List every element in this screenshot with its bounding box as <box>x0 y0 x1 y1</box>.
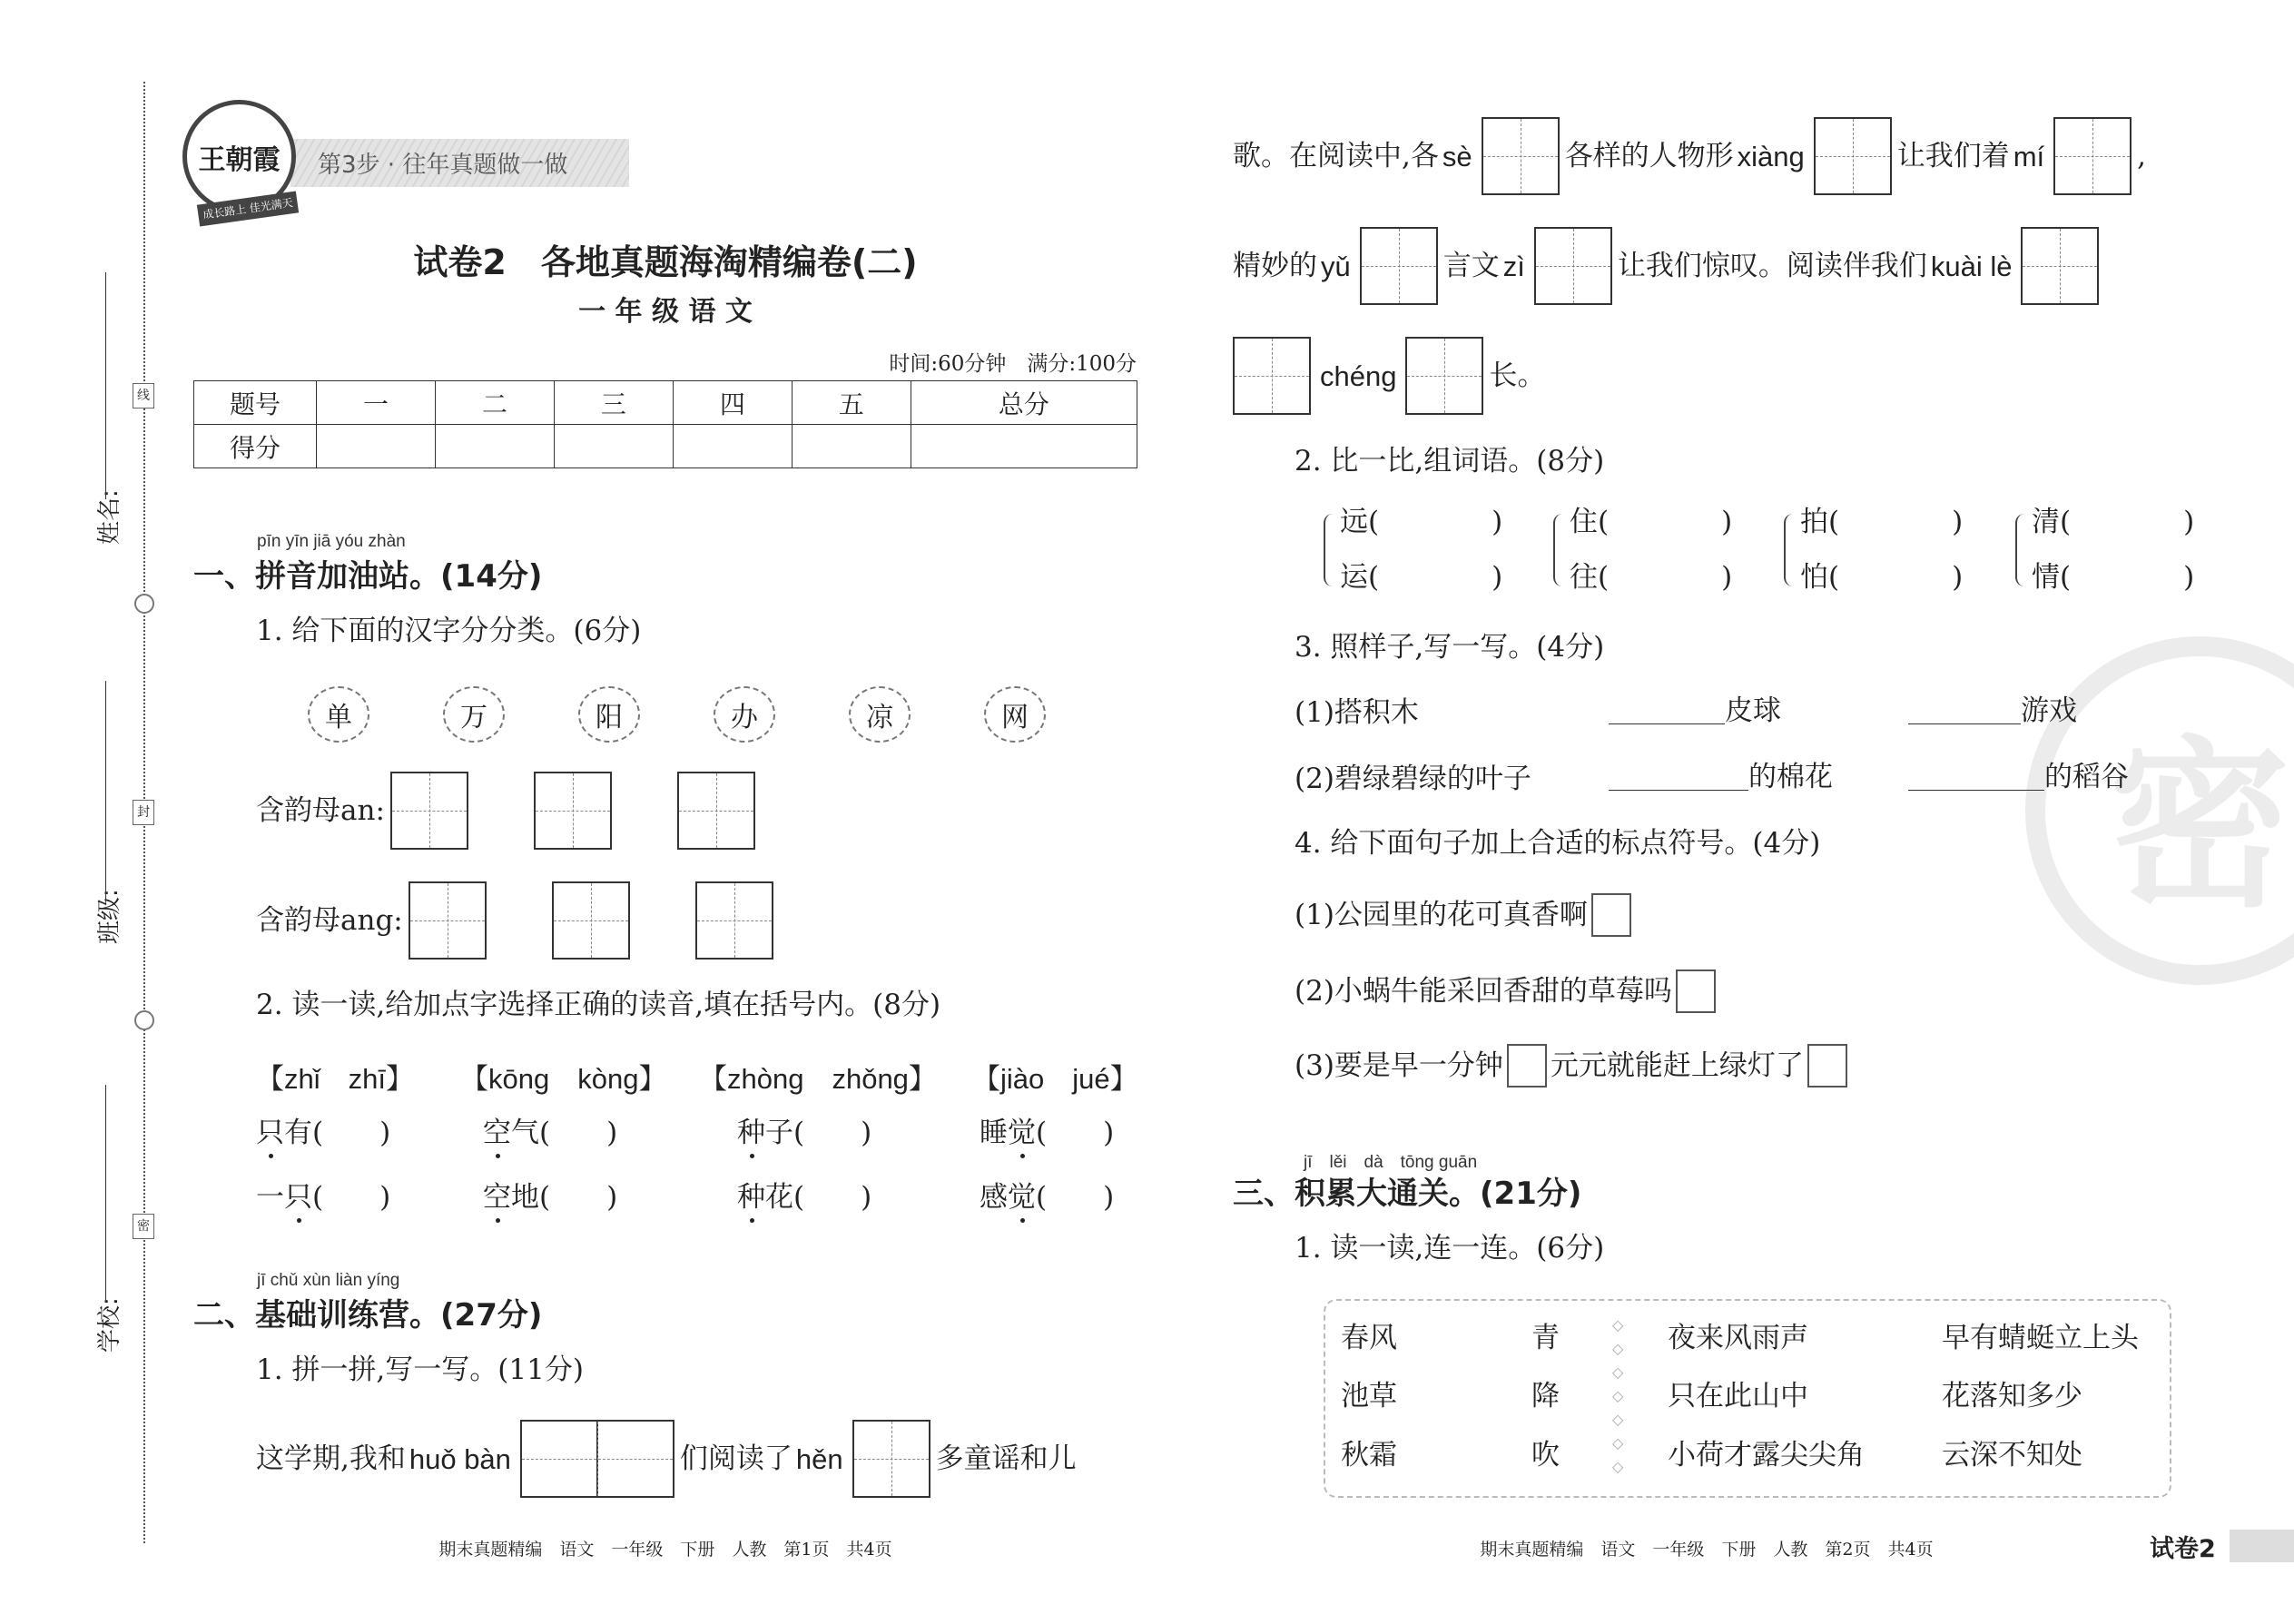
match-item[interactable]: 小荷才露尖尖角 <box>1668 1439 1865 1471</box>
char-circle: 阳 <box>578 686 640 743</box>
question: 3. 照样子,写一写。(4分) <box>1295 631 1605 664</box>
question: 1. 给下面的汉字分分类。(6分) <box>256 615 642 647</box>
name-field-label: 姓名: <box>96 489 123 545</box>
word-item: 睡觉( ) <box>980 1117 1115 1149</box>
section-heading: 一、拼音加油站。(14分) <box>193 558 543 595</box>
pinyin-annotation: pīn yīn jiā yóu zhàn <box>257 532 406 551</box>
diamond-icon: ◇ <box>1612 1363 1624 1381</box>
seal-tag: 封 <box>133 800 154 825</box>
writing-box[interactable] <box>1360 227 1438 305</box>
punct-row: (2)小蜗牛能采回香甜的草莓吗 <box>1295 969 1719 1013</box>
blank[interactable] <box>1908 698 2021 724</box>
match-item[interactable]: 青 <box>1531 1322 1560 1354</box>
footer-right: 期末真题精编 语文 一年级 下册 人教 第2页 共4页 <box>1480 1540 1934 1560</box>
writing-box[interactable] <box>1534 227 1612 305</box>
writing-box[interactable] <box>520 1420 674 1498</box>
fill-line: chéng 长。 <box>1227 337 1545 415</box>
fill-line: 这学期,我和 huǒ bàn 们阅读了 hěn 多童谣和儿 <box>256 1420 1077 1498</box>
match-item[interactable]: 只在此山中 <box>1668 1380 1808 1412</box>
diamond-icon: ◇ <box>1612 1387 1624 1404</box>
word-item: 空气( ) <box>483 1117 618 1149</box>
word-item: 一只( ) <box>256 1181 391 1214</box>
writing-box[interactable] <box>1405 337 1483 415</box>
section-heading: 三、积累大通关。(21分) <box>1233 1176 1582 1212</box>
question: 1. 拼一拼,写一写。(11分) <box>256 1353 584 1386</box>
ang-row <box>256 881 779 960</box>
punct-box[interactable] <box>1507 1044 1547 1088</box>
match-item[interactable]: 池草 <box>1341 1380 1397 1412</box>
watermark: 密 <box>2025 636 2294 985</box>
writing-box[interactable] <box>695 881 773 960</box>
table-row <box>194 381 1137 425</box>
word-item: 种子( ) <box>737 1117 872 1149</box>
example: (2)碧绿碧绿的叶子 <box>1295 763 1531 795</box>
word-pair: 住( ) 往( ) <box>1553 508 1732 592</box>
section-heading: 二、基础训练营。(27分) <box>193 1297 543 1334</box>
char-circle: 万 <box>443 686 505 743</box>
word-item: 种花( ) <box>737 1181 872 1214</box>
score-cell[interactable] <box>911 425 1137 468</box>
school-field-label: 学校: <box>96 1297 123 1353</box>
seal-tag: 线 <box>133 383 154 408</box>
writing-box[interactable] <box>852 1420 930 1498</box>
scissors-icon <box>134 594 154 614</box>
footer-left: 期末真题精编 语文 一年级 下册 人教 第1页 共4页 <box>438 1540 892 1560</box>
example: (1)搭积木 <box>1295 696 1419 729</box>
table-header: 总分 <box>911 381 1137 425</box>
fill-line: 精妙的 yǔ 言文 zì 让我们惊叹。阅读伴我们 kuài lè <box>1233 227 2104 305</box>
word-pair: 远( ) 运( ) <box>1324 508 1502 592</box>
table-header: 三 <box>554 381 673 425</box>
writing-box[interactable] <box>1482 117 1560 195</box>
blank-row: 的稻谷 <box>1908 763 2129 792</box>
label: 含韵母an: <box>256 793 385 827</box>
char-circles <box>308 686 1046 743</box>
char-circle: 单 <box>308 686 369 743</box>
diamond-icon: ◇ <box>1612 1458 1624 1475</box>
pinyin-annotation: jī chǔ xùn liàn yíng <box>257 1271 400 1290</box>
blank[interactable] <box>1609 698 1725 724</box>
blank[interactable] <box>1908 764 2044 791</box>
class-field[interactable] <box>105 681 106 899</box>
blank-row: 的棉花 <box>1609 763 1833 792</box>
fill-line: 歌。在阅读中,各 sè 各样的人物形 xiàng 让我们着 mí , <box>1233 117 2146 195</box>
label: 含韵母ang: <box>256 903 403 937</box>
char-circle: 凉 <box>849 686 911 743</box>
diamond-icon: ◇ <box>1612 1316 1624 1334</box>
row-label: 得分 <box>194 425 317 468</box>
writing-box[interactable] <box>2021 227 2099 305</box>
score-cell[interactable] <box>792 425 911 468</box>
logo: 王朝霞 <box>182 100 296 213</box>
word-pair: 清( ) 情( ) <box>2015 508 2194 592</box>
match-item[interactable]: 云深不知处 <box>1942 1439 2082 1471</box>
diamond-icon: ◇ <box>1612 1434 1624 1452</box>
writing-box[interactable] <box>534 772 612 850</box>
punct-box[interactable] <box>1591 893 1631 937</box>
table-header: 一 <box>317 381 436 425</box>
writing-box[interactable] <box>552 881 630 960</box>
question: 1. 读一读,连一连。(6分) <box>1295 1232 1605 1265</box>
word-item: 感觉( ) <box>980 1181 1115 1214</box>
class-field-label: 班级: <box>96 889 123 944</box>
writing-box[interactable] <box>1814 117 1892 195</box>
blank[interactable] <box>1609 764 1748 791</box>
score-cell[interactable] <box>436 425 555 468</box>
pinyin-annotation: jī lěi dà tōng guān <box>1304 1153 1478 1172</box>
page-title: 试卷2 各地真题海淘精编卷(二) <box>413 242 918 282</box>
blank-row: 游戏 <box>1908 697 2077 725</box>
table-header: 五 <box>792 381 911 425</box>
match-item[interactable]: 花落知多少 <box>1942 1380 2082 1412</box>
score-cell[interactable] <box>554 425 673 468</box>
word-item: 只有( ) <box>256 1117 391 1149</box>
scissors-icon <box>134 1010 154 1030</box>
option: 【kōng kòng】 <box>460 1063 667 1095</box>
banner: 第3步 · 往年真题做一做 <box>290 139 629 187</box>
punct-row: (1)公园里的花可真香啊 <box>1295 893 1635 937</box>
option: 【zhǐ zhī】 <box>256 1063 414 1095</box>
question: 4. 给下面句子加上合适的标点符号。(4分) <box>1295 827 1821 860</box>
question: 2. 读一读,给加点字选择正确的读音,填在括号内。(8分) <box>256 989 941 1021</box>
word-item: 空地( ) <box>483 1181 618 1214</box>
match-item[interactable]: 夜来风雨声 <box>1668 1322 1808 1354</box>
option: 【zhòng zhǒng】 <box>699 1063 937 1095</box>
writing-box[interactable] <box>2053 117 2132 195</box>
seal-tag: 密 <box>133 1214 154 1239</box>
punct-box[interactable] <box>1676 969 1716 1013</box>
punct-box[interactable] <box>1807 1044 1847 1088</box>
match-item[interactable]: 早有蜻蜓立上头 <box>1942 1322 2139 1354</box>
writing-box[interactable] <box>1233 337 1311 415</box>
option: 【jiào jué】 <box>972 1063 1138 1095</box>
time-info: 时间:60分钟 满分:100分 <box>889 352 1137 376</box>
diamond-column <box>1612 1318 1623 1474</box>
match-item[interactable]: 吹 <box>1531 1439 1560 1471</box>
logo-ribbon: 成长路上 佳光满天 <box>197 191 299 226</box>
score-cell[interactable] <box>673 425 792 468</box>
an-row <box>256 772 761 850</box>
word-pair: 拍( ) 怕( ) <box>1784 508 1963 592</box>
score-cell[interactable] <box>317 425 436 468</box>
paper-badge: 试卷2 <box>2112 1530 2294 1562</box>
match-item[interactable]: 春风 <box>1341 1322 1397 1354</box>
blank-row: 皮球 <box>1609 697 1781 725</box>
writing-box[interactable] <box>677 772 755 850</box>
punct-row: (3)要是早一分钟 元元就能赶上绿灯了 <box>1295 1044 1851 1088</box>
match-item[interactable]: 降 <box>1531 1380 1560 1412</box>
char-circle: 办 <box>714 686 775 743</box>
match-item[interactable]: 秋霜 <box>1341 1439 1397 1471</box>
diamond-icon: ◇ <box>1612 1411 1624 1428</box>
question: 2. 比一比,组词语。(8分) <box>1295 445 1605 477</box>
school-field[interactable] <box>105 1085 106 1303</box>
table-header: 四 <box>673 381 792 425</box>
writing-box[interactable] <box>390 772 468 850</box>
page-subtitle: 一 年 级 语 文 <box>578 296 753 328</box>
table-header: 二 <box>436 381 555 425</box>
table-header: 题号 <box>194 381 317 425</box>
table-row <box>194 425 1137 468</box>
char-circle: 网 <box>984 686 1046 743</box>
writing-box[interactable] <box>409 881 487 960</box>
score-table <box>193 380 1137 468</box>
diamond-icon: ◇ <box>1612 1340 1624 1357</box>
